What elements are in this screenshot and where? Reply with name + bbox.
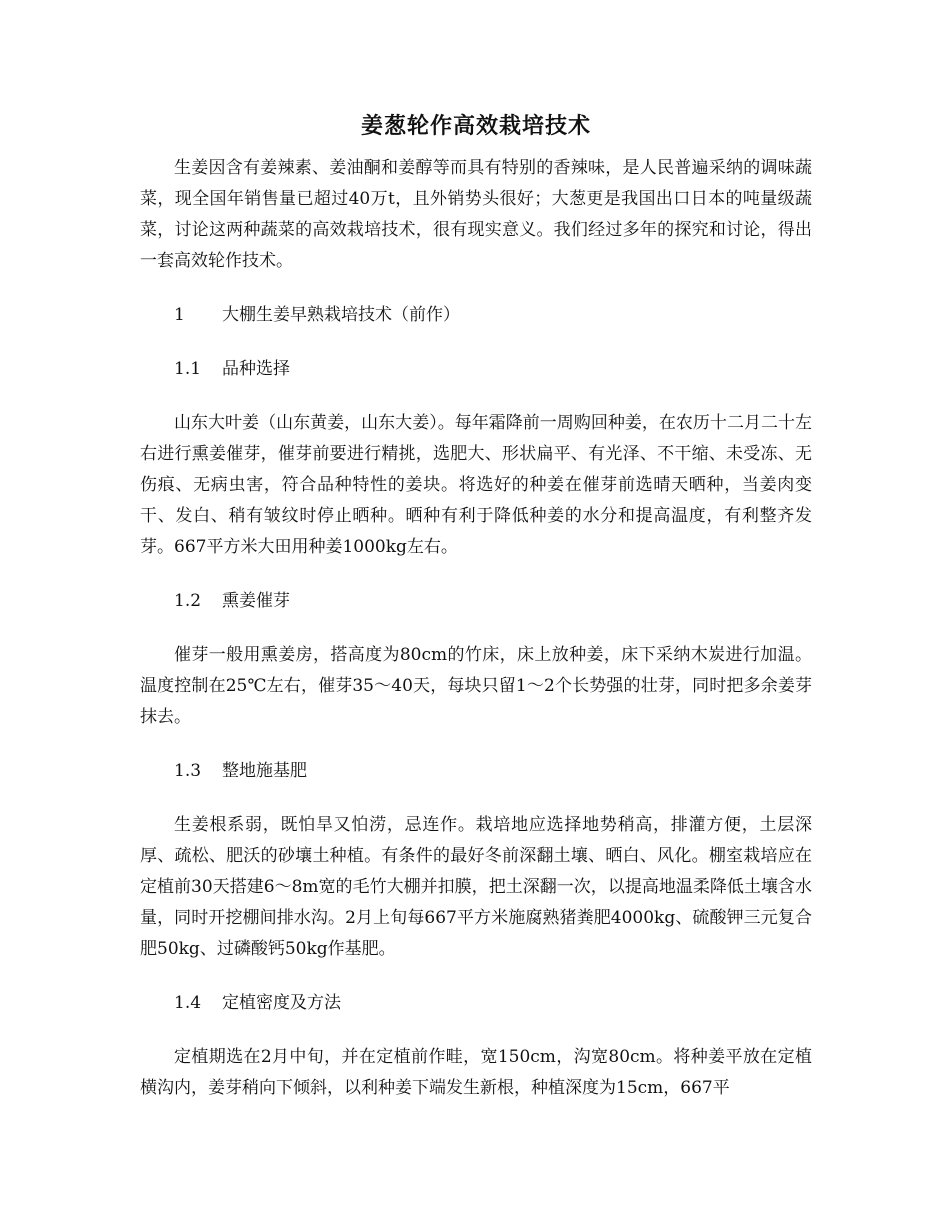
subsection-body-1-2: 催芽一般用熏姜房，搭高度为80cm的竹床，床上放种姜，床下采纳木炭进行加温。温度控制在25℃左右，催芽35～40天，每块只留1～2个长势强的壮芽，同时把多余姜芽抹去。 [140,645,812,727]
section-title: 大棚生姜早熟栽培技术（前作） [222,305,460,325]
subsection-heading-1-3 [140,756,812,787]
subsection-heading-1-1 [140,354,812,385]
subsection-number: 1.3 [174,761,202,781]
subsection-title: 熏姜催芽 [222,591,290,611]
subsection-title: 品种选择 [222,359,290,379]
subsection-heading-1-4 [140,988,812,1019]
subsection-number: 1.4 [174,993,202,1013]
document-page [140,110,812,1127]
intro-paragraph: 生姜因含有姜辣素、姜油酮和姜醇等而具有特别的香辣味，是人民普遍采纳的调味蔬菜，现全国年销售量已超过40万t，且外销势头很好；大葱更是我国出口日本的吨量级蔬菜，讨论这两种蔬菜的高效栽培技术，很有现实意义。我们经过多年的探究和讨论，得出一套高效轮作技术。 [140,158,812,271]
subsection-body-1-3: 生姜根系弱，既怕旱又怕涝，忌连作。栽培地应选择地势稍高，排灌方便，土层深厚、疏松、肥沃的砂壤土种植。有条件的最好冬前深翻土壤、晒白、风化。棚室栽培应在定植前30天搭建6～8m宽的毛竹大棚并扣膜，把土深翻一次，以提高地温柔降低土壤含水量，同时开挖棚间排水沟。2月上旬每667平方米施腐熟猪粪肥4000kg、硫酸钾三元复合肥50kg、过磷酸钙50kg作基肥。 [140,815,812,959]
subsection-body-1-4: 定植期选在2月中旬，并在定植前作畦，宽150cm，沟宽80cm。将种姜平放在定植横沟内，姜芽稍向下倾斜，以利种姜下端发生新根，种植深度为15cm，667平 [140,1047,812,1098]
subsection-title: 定植密度及方法 [222,993,341,1013]
subsection-heading-1-2 [140,586,812,617]
section-heading-1 [140,300,812,331]
document-title: 姜葱轮作高效栽培技术 [360,113,591,139]
subsection-number: 1.2 [174,591,202,611]
subsection-number: 1.1 [174,359,202,379]
section-number: 1 [174,305,185,325]
subsection-body-1-1: 山东大叶姜（山东黄姜，山东大姜）。每年霜降前一周购回种姜，在农历十二月二十左右进行熏姜催芽，催芽前要进行精挑，选肥大、形状扁平、有光泽、不干缩、未受冻、无伤痕、无病虫害，符合品种特性的姜块。将选好的种姜在催芽前选晴天晒种，当姜肉变干、发白、稍有皱纹时停止晒种。晒种有利于降低种姜的水分和提高温度，有利整齐发芽。667平方米大田用种姜1000kg左右。 [140,413,812,557]
subsection-title: 整地施基肥 [222,761,307,781]
